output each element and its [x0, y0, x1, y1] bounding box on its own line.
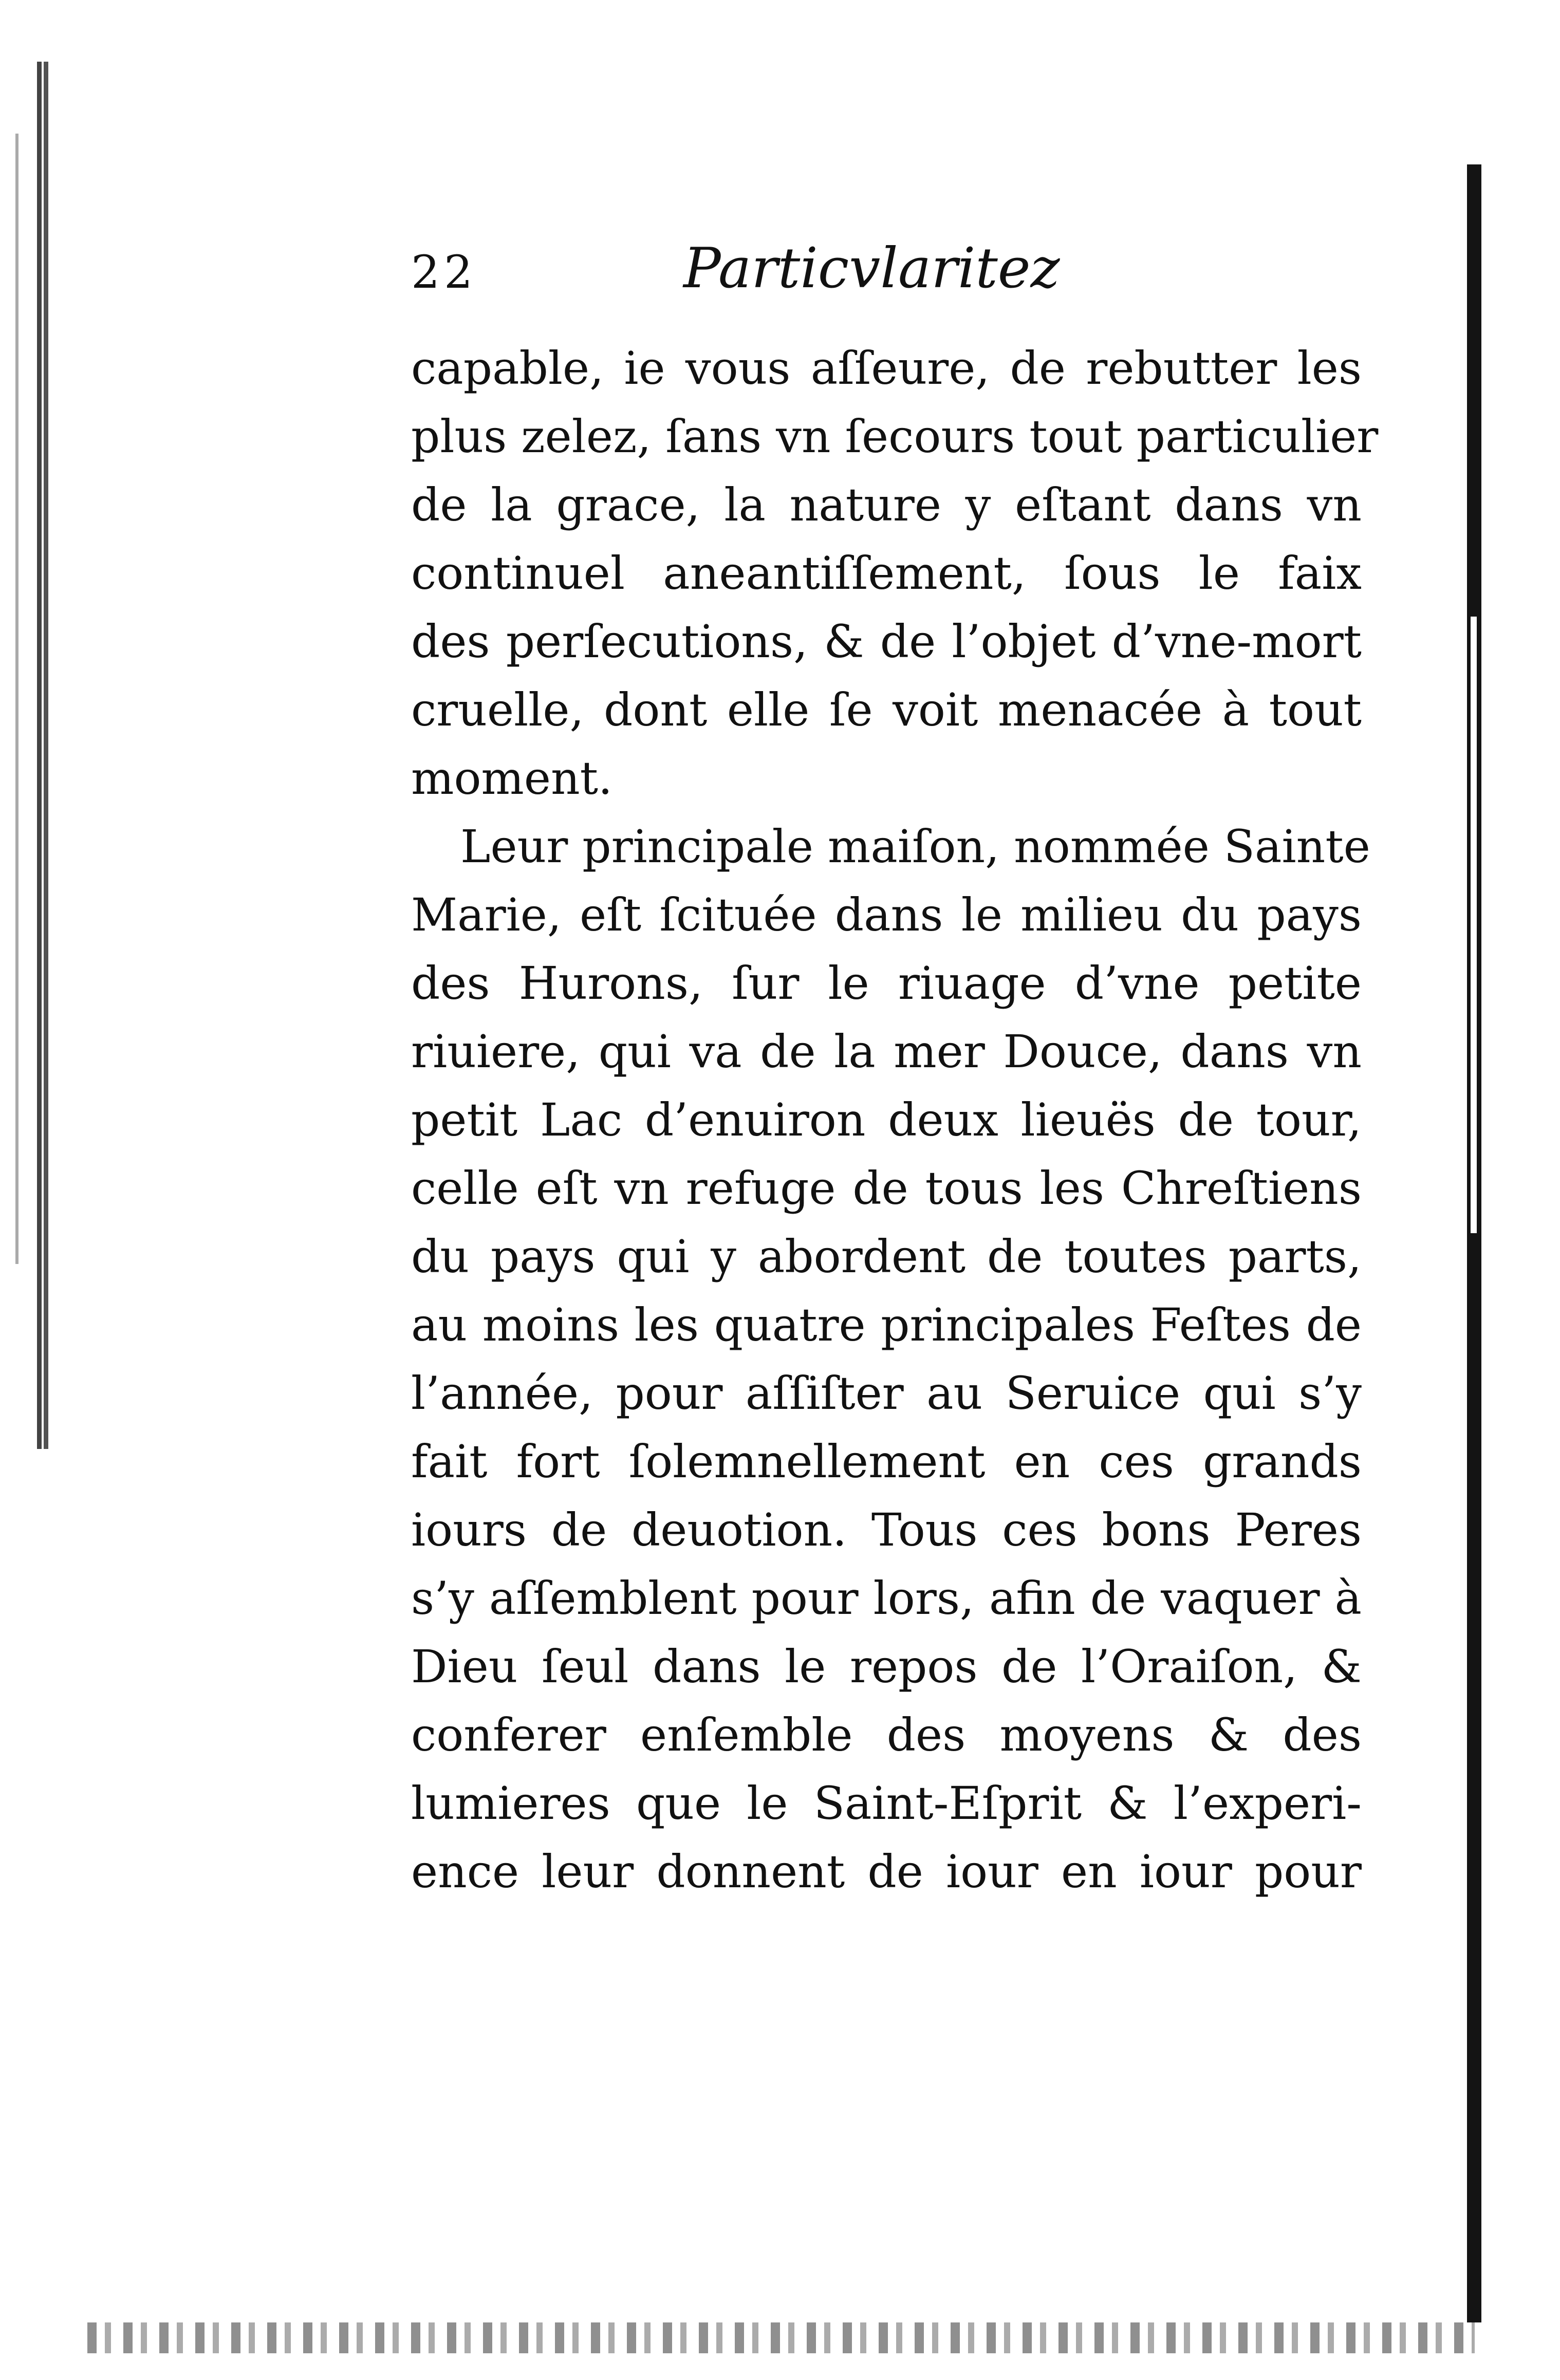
- text-line: s’y aſſemblent pour lors, afin de vaquer à: [411, 1572, 1362, 1625]
- text-line: ence leur donnent de iour en iour pour: [411, 1845, 1362, 1898]
- page-number: 22: [411, 246, 477, 299]
- text-line: continuel aneantiſſement, ſous le faix: [411, 547, 1362, 600]
- scan-edge-right: [1467, 164, 1481, 2322]
- text-line: de la grace, la nature y eſtant dans vn: [411, 478, 1362, 531]
- text-line: l’année, pour aſſiſter au Seruice qui s’y: [411, 1367, 1362, 1420]
- text-line: capable, ie vous aſſeure, de rebutter les: [411, 342, 1362, 395]
- text-line: petit Lac d’enuiron deux lieuës de tour,: [411, 1093, 1362, 1146]
- text-line: Dieu ſeul dans le repos de l’Oraiſon, &: [411, 1640, 1362, 1693]
- text-line: moment.: [411, 752, 612, 805]
- scan-edge-left-thin: [15, 134, 18, 1264]
- text-line: cruelle, dont elle ſe voit menacée à tout: [411, 683, 1362, 736]
- scan-edge-right-gap: [1471, 617, 1477, 1233]
- scan-edge-bottom: [87, 2322, 1475, 2353]
- text-line: riuiere, qui va de la mer Douce, dans vn: [411, 1025, 1362, 1078]
- scan-edge-left: [37, 62, 48, 1449]
- text-line: plus zelez, ſans vn ſecours tout particulier: [411, 410, 1379, 463]
- text-line: celle eſt vn refuge de tous les Chreſtiens: [411, 1162, 1362, 1215]
- page-header: [411, 236, 1362, 324]
- paragraph-start-line: Leur principale maiſon, nommée Sainte: [460, 820, 1370, 873]
- text-line: des Hurons, ſur le riuage d’vne petite: [411, 957, 1362, 1010]
- text-line: fait fort ſolemnellement en ces grands: [411, 1435, 1362, 1488]
- text-line: conferer enſemble des moyens & des: [411, 1708, 1362, 1761]
- text-line: des perſecutions, & de l’objet d’vne-mort: [411, 615, 1362, 668]
- text-line: lumieres que le Saint-Eſprit & l’experi-: [411, 1777, 1362, 1830]
- text-line: iours de deuotion. Tous ces bons Peres: [411, 1503, 1362, 1556]
- running-title: Particvlaritez: [683, 236, 1060, 301]
- text-line: au moins les quatre principales Feſtes de: [411, 1298, 1362, 1351]
- body-text: [411, 334, 1379, 1906]
- text-line: du pays qui y abordent de toutes parts,: [411, 1230, 1362, 1283]
- text-line: Marie, eſt ſcituée dans le milieu du pays: [411, 888, 1362, 941]
